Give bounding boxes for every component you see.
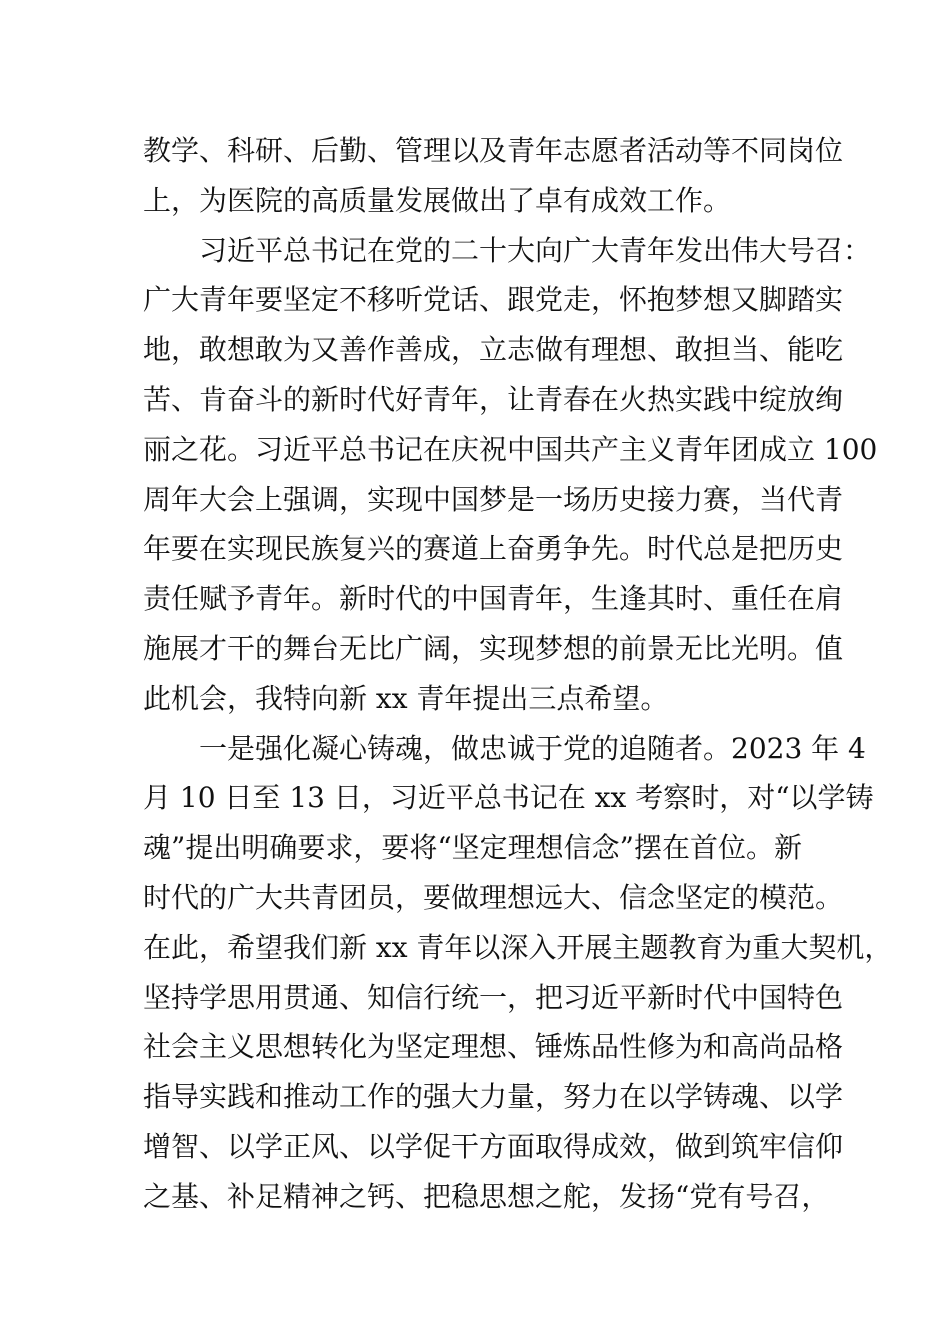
text-line: 周年大会上强调，实现中国梦是一场历史接力赛，当代青 <box>143 482 844 516</box>
text-line: 丽之花。习近平总书记在庆祝中国共产主义青年团成立 100 <box>143 432 878 466</box>
text-line: 之基、补足精神之钙、把稳思想之舵，发扬“党有号召， <box>143 1179 830 1213</box>
text-line: 此机会，我特向新 xx 青年提出三点希望。 <box>143 681 669 715</box>
text-line: 责任赋予青年。新时代的中国青年，生逢其时、重任在肩 <box>143 582 844 616</box>
text-line: 教学、科研、后勤、管理以及青年志愿者活动等不同岗位 <box>143 134 844 167</box>
text-line: 施展才干的舞台无比广阔，实现梦想的前景无比光明。值 <box>143 631 844 665</box>
text-line: 习近平总书记在党的二十大向广大青年发出伟大号召： <box>199 233 872 267</box>
text-line: 苦、肯奋斗的新时代好青年，让青春在火热实践中绽放绚 <box>143 382 844 416</box>
text-line: 增智、以学正风、以学促干方面取得成效，做到筑牢信仰 <box>143 1129 844 1163</box>
text-line: 广大青年要坚定不移听党话、跟党走，怀抱梦想又脚踏实 <box>143 283 844 317</box>
text-line: 魂”提出明确要求，要将“坚定理想信念”摆在首位。新 <box>143 831 802 865</box>
text-line: 上，为医院的高质量发展做出了卓有成效工作。 <box>143 183 732 217</box>
text-line: 一是强化凝心铸魂，做忠诚于党的追随者。2023 年 4 <box>199 731 866 765</box>
document-body-text <box>143 126 893 1222</box>
text-line: 地，敢想敢为又善作善成，立志做有理想、敢担当、能吃 <box>143 333 844 367</box>
text-line: 坚持学思用贯通、知信行统一，把习近平新时代中国特色 <box>143 980 844 1014</box>
text-line: 月 10 日至 13 日，习近平总书记在 xx 考察时，对“以学铸 <box>143 781 874 815</box>
text-line: 指导实践和推动工作的强大力量，努力在以学铸魂、以学 <box>143 1080 844 1114</box>
text-line: 年要在实现民族复兴的赛道上奋勇争先。时代总是把历史 <box>143 532 844 566</box>
text-line: 时代的广大共青团员，要做理想远大、信念坚定的模范。 <box>143 880 844 914</box>
text-line: 社会主义思想转化为坚定理想、锤炼品性修为和高尚品格 <box>143 1030 844 1064</box>
text-line: 在此，希望我们新 xx 青年以深入开展主题教育为重大契机， <box>143 930 893 964</box>
